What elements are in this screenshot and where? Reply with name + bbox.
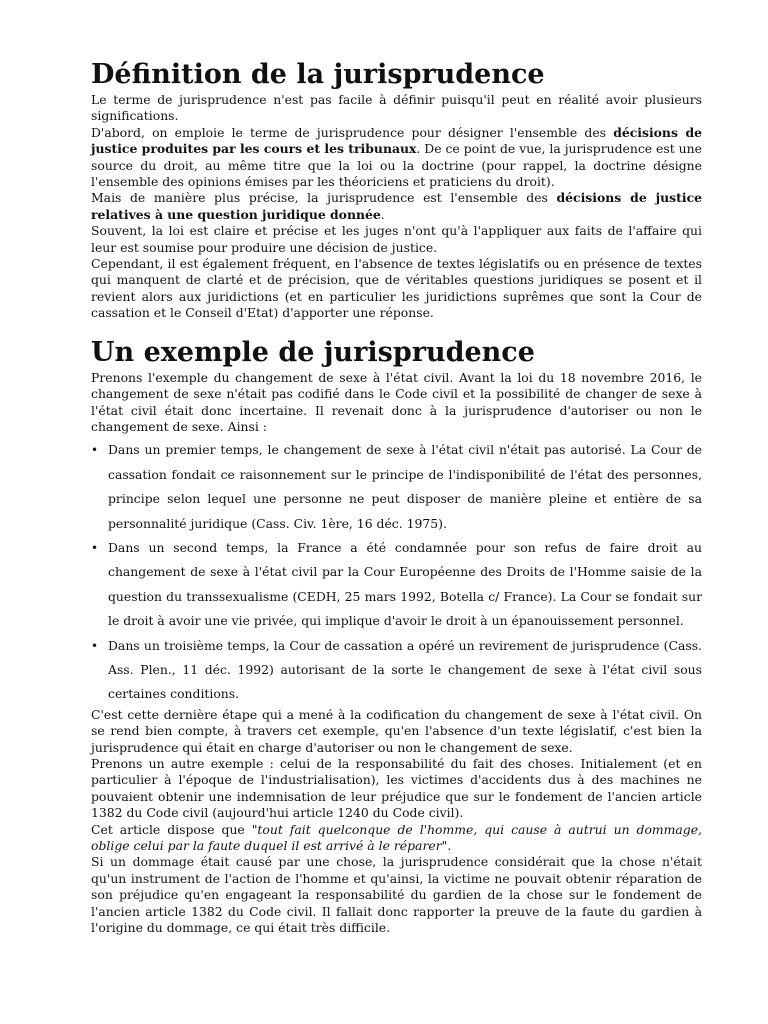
text-span: . <box>380 206 385 222</box>
paragraph-law-clear: Souvent, la loi est claire et précise et les juges n'ont qu'à l'appliquer aux faits de l'affaire qui leur est soumise pour produire une décision de justice. <box>91 223 702 255</box>
text-span: . <box>447 838 452 854</box>
list-item <box>91 634 702 707</box>
text-span: Mais de manière plus précise, la jurisprudence est l'ensemble des <box>91 190 557 206</box>
bullet-icon: • <box>91 443 99 458</box>
heading-definition: Définition de la jurisprudence <box>91 59 545 90</box>
bullet-icon: • <box>91 540 99 555</box>
paragraph-example-intro: Prenons l'exemple du changement de sexe à l'état civil. Avant la loi du 18 novembre 2016, le changement de sexe n'était pas codifié dans le Code civil et la possibilité de changer de sexe à l'état civil était donc incertaine. Il revenait donc à la jurisprudence d'autoriser ou non le changement de sexe. Ainsi : <box>91 369 702 434</box>
bullet-icon: • <box>91 638 99 653</box>
italic-quote: "tout fait quelconque de l'homme, qui cause à autrui un dommage, oblige celui par la faute duquel il est arrivé à le réparer" <box>91 821 702 854</box>
paragraph-intro: Le terme de jurisprudence n'est pas facile à définir puisqu'il peut en réalité avoir plusieurs significations. <box>91 92 702 124</box>
bold-text: décisions de justice relatives à une question juridique donnée <box>91 190 702 222</box>
paragraph-first-meaning <box>91 125 702 191</box>
text-span: . De ce point de vue, la jurisprudence est une source du droit, au même titre que la loi ou la doctrine (pour rappel, la doctrine désigne l'ensemble des opinions émises par les théoriciens et praticiens du droit). <box>91 141 702 190</box>
text-span: D'abord, on emploie le terme de jurisprudence pour désigner l'ensemble des <box>91 124 614 140</box>
list-item-text: Dans un troisième temps, la Cour de cassation a opéré un revirement de jurisprudence (Cass. Ass. Plen., 11 déc. 1992) autorisant de la sorte le changement de sexe à l'état civil sous certaines conditions. <box>108 637 702 702</box>
paragraph-second-example: Prenons un autre exemple : celui de la responsabilité du fait des choses. Initialement (et en particulier à l'époque de l'industrialisation), les victimes d'accidents dus à des machines ne pouvaient obtenir une indemnisation de leur préjudice que sur le fondement de l'ancien article 1382 du Code civil (aujourd'hui article 1240 du Code civil). <box>91 756 702 821</box>
list-item-text: Dans un second temps, la France a été condamnée pour son refus de faire droit au changement de sexe à l'état civil par la Cour Européenne des Droits de l'Homme saisie de la question du transsexualisme (CEDH, 25 mars 1992, Botella c/ France). La Cour se fondait sur le droit à avoir une vie privée, qui implique d'avoir le droit à un épanouissement personnel. <box>108 539 702 629</box>
paragraph-law-unclear: Cependant, il est également fréquent, en l'absence de textes législatifs ou en présence de textes qui manquent de clarté et de précision, que de véritables questions juridiques se posent et il revient alors aux juridictions (et en particulier les juridictions suprêmes que sont la Cour de cassation et le Conseil d'Etat) d'apporter une réponse. <box>91 256 702 321</box>
text-span: Cet article dispose que <box>91 821 252 837</box>
list-item <box>91 438 702 536</box>
paragraph-codification: C'est cette dernière étape qui a mené à la codification du changement de sexe à l'état civil. On se rend bien compte, à travers cet exemple, qu'en l'absence d'un texte législatif, c'est bien la jurisprudence qui était en charge d'autoriser ou non le changement de sexe. <box>91 706 702 755</box>
paragraph-second-meaning <box>91 190 702 223</box>
bold-text: décisions de justice produites par les cours et les tribunaux <box>91 124 703 157</box>
list-item <box>91 536 702 634</box>
paragraph-conclusion: Si un dommage était causé par une chose, la jurisprudence considérait que la chose n'était qu'un instrument de l'action de l'homme et qu'ainsi, la victime ne pouvait obtenir réparation de son préjudice qu'en engageant la responsabilité du gardien de la chose sur le fondement de l'ancien article 1382 du Code civil. Il fallait donc rapporter la preuve de la faute du gardien à l'origine du dommage, ce qui était très difficile. <box>91 854 702 936</box>
heading-example: Un exemple de jurisprudence <box>91 336 535 368</box>
bullet-list <box>91 438 702 706</box>
paragraph-article-quote <box>91 822 702 855</box>
list-item-text: Dans un premier temps, le changement de sexe à l'état civil n'était pas autorisé. La Cour de cassation fondait ce raisonnement sur le principe de l'indisponibilité de l'état des personnes, principe selon lequel une personne ne peut disposer de manière pleine et entière de sa personnalité juridique (Cass. Civ. 1ère, 16 déc. 1975). <box>108 442 702 531</box>
